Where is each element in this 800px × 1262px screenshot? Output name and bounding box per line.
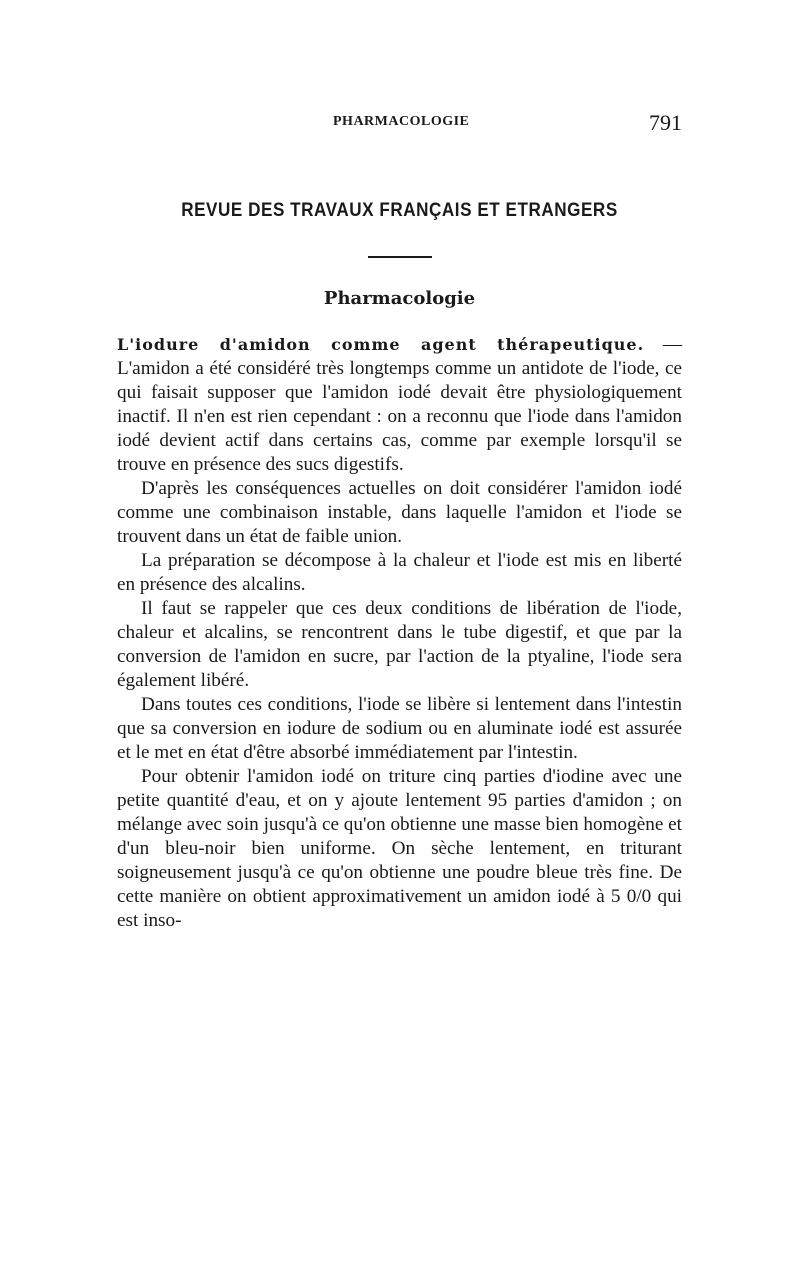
- article-paragraph-5: Dans toutes ces conditions, l'iode se libère si lentement dans l'intestin que sa conversion en iodure de sodium ou en aluminate iodé est assurée et le met en état d'être absorbé immédiatement par l'intestin.: [117, 694, 682, 763]
- section-divider: [368, 256, 432, 258]
- article-body: [117, 333, 682, 933]
- paragraph-text: L'amidon a été considéré très longtemps comme un antidote de l'iode, ce qui faisait supposer que l'amidon iodé devait être physiologiquement inactif. Il n'en est rien cependant : on a reconnu que l'iode dans l'amidon iodé devient actif dans certains cas, comme par exemple lorsqu'il se trouve en présence des sucs digestifs.: [117, 358, 682, 475]
- article-paragraph-6: Pour obtenir l'amidon iodé on triture cinq parties d'iodine avec une petite quantité d'eau, et on y ajoute lentement 95 parties d'amidon ; on mélange avec soin jusqu'à ce qu'on obtienne une masse bien homogène et d'un bleu-noir bien uniforme. On sèche lentement, en triturant soigneusement jusqu'à ce qu'on obtienne une poudre bleue très fine. De cette manière on obtient approximativement un amidon iodé à 5 0/0 qui est inso-: [117, 766, 682, 931]
- article-paragraph-2: D'après les conséquences actuelles on doit considérer l'amidon iodé comme une combinaison instable, dans laquelle l'amidon et l'iode se trouvent dans un état de faible union.: [117, 478, 682, 547]
- running-head: [117, 110, 682, 140]
- article-title: L'iodure d'amidon comme agent thérapeutique.: [117, 335, 645, 354]
- page-number: 791: [649, 110, 682, 135]
- article-title-dash: —: [644, 334, 683, 355]
- running-title: PHARMACOLOGIE: [333, 114, 470, 129]
- section-title: REVUE DES TRAVAUX FRANÇAIS ET ETRANGERS: [181, 200, 618, 221]
- article-paragraph-3: La préparation se décompose à la chaleur et l'iode est mis en liberté en présence des alcalins.: [117, 550, 682, 595]
- article-paragraph-4: Il faut se rappeler que ces deux conditions de libération de l'iode, chaleur et alcalins, se rencontrent dans le tube digestif, et que par la conversion de l'amidon en sucre, par l'action de la ptyaline, l'iode sera également libéré.: [117, 598, 682, 691]
- subsection-title: Pharmacologie: [323, 288, 476, 309]
- article-paragraph-1: [117, 333, 682, 477]
- book-page: [117, 110, 682, 933]
